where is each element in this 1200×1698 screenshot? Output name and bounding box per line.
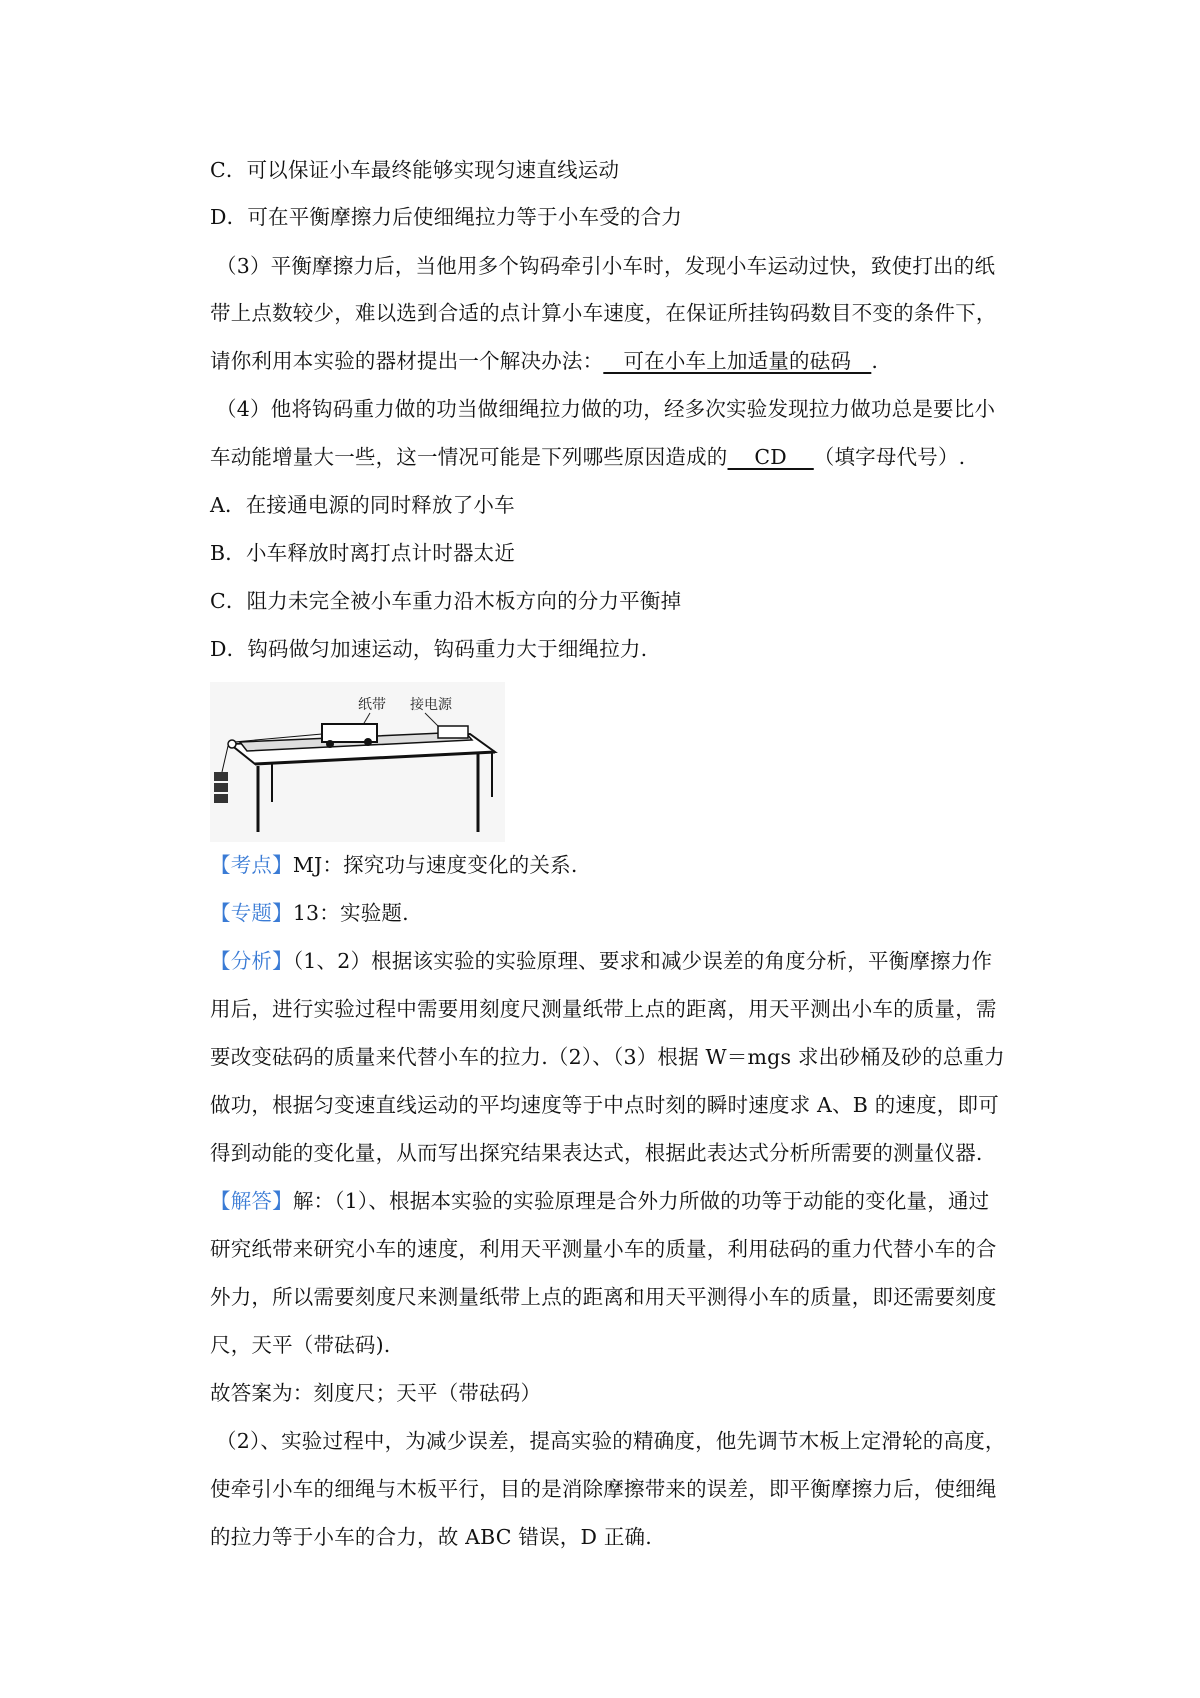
fenxi-line-5: 得到动能的变化量，从而写出探究结果表达式，根据此表达式分析所需要的测量仪器.	[210, 1141, 983, 1165]
q4-option-b: B．小车释放时离打点计时器太近	[210, 541, 516, 565]
apparatus-drawing	[210, 682, 505, 842]
question-3-line-1: （3）平衡摩擦力后，当他用多个钩码牵引小车时，发现小车运动过快，致使打出的纸	[216, 254, 996, 278]
apparatus-figure	[210, 682, 505, 842]
question-3-answer: 可在小车上加适量的砝码	[603, 349, 872, 373]
question-4-line-2	[210, 444, 965, 470]
answer-line: 故答案为：刻度尺；天平（带砝码）	[210, 1381, 542, 1405]
jieda-tag: 【解答】	[210, 1189, 293, 1213]
q4-option-a: A．在接通电源的同时释放了小车	[210, 493, 515, 517]
kaodian-tag: 【考点】	[210, 853, 293, 877]
fenxi-line-3: 要改变砝码的质量来代替小车的拉力.（2）、（3）根据 W＝mgs 求出砂桶及砂的总重力	[210, 1045, 1005, 1069]
question-3-line-2: 带上点数较少，难以选到合适的点计算小车速度，在保证所挂钩码数目不变的条件下，	[210, 301, 997, 325]
jieda-line-3: 外力，所以需要刻度尺来测量纸带上点的距离和用天平测得小车的质量，即还需要刻度	[210, 1285, 997, 1309]
question-4-suffix: （填字母代号）.	[813, 445, 966, 469]
q4-option-d: D．钩码做匀加速运动，钩码重力大于细绳拉力.	[210, 637, 648, 661]
jieda-text-1: 解：（1）、根据本实验的实验原理是合外力所做的功等于动能的变化量，通过	[292, 1189, 990, 1213]
question-3-period: .	[871, 349, 879, 373]
solution-2-line-1: （2）、实验过程中，为减少误差，提高实验的精确度，他先调节木板上定滑轮的高度，	[216, 1429, 1006, 1453]
jieda-line-2: 研究纸带来研究小车的速度，利用天平测量小车的质量，利用砝码的重力代替小车的合	[210, 1237, 997, 1261]
label-power: 接电源	[410, 697, 452, 713]
q4-option-c: C．阻力未完全被小车重力沿木板方向的分力平衡掉	[210, 589, 682, 613]
zhuanti-tag: 【专题】	[210, 901, 293, 925]
question-3-prompt: 请你利用本实验的器材提出一个解决办法：	[210, 349, 604, 373]
option-c: C．可以保证小车最终能够实现匀速直线运动	[210, 158, 620, 182]
fenxi-line-2: 用后，进行实验过程中需要用刻度尺测量纸带上点的距离，用天平测出小车的质量，需	[210, 997, 997, 1021]
zhuanti-line	[210, 900, 409, 926]
question-4-answer: CD	[727, 445, 814, 469]
kaodian-text: MJ：探究功与速度变化的关系.	[292, 853, 578, 877]
jieda-line-4: 尺，天平（带砝码).	[210, 1333, 391, 1357]
fenxi-tag: 【分析】	[210, 949, 293, 973]
fenxi-line-4: 做功，根据匀变速直线运动的平均速度等于中点时刻的瞬时速度求 A、B 的速度，即可	[210, 1093, 999, 1117]
question-4-prompt: 车动能增量大一些，这一情况可能是下列哪些原因造成的	[210, 445, 728, 469]
jieda-line-1	[210, 1188, 989, 1214]
option-d: D．可在平衡摩擦力后使细绳拉力等于小车受的合力	[210, 205, 683, 229]
solution-2-line-3: 的拉力等于小车的合力，故 ABC 错误，D 正确.	[210, 1525, 652, 1549]
question-3-line-3	[210, 348, 878, 374]
kaodian-line	[210, 852, 578, 878]
fenxi-text-1: （1、2）根据该实验的实验原理、要求和减少误差的角度分析，平衡摩擦力作	[292, 949, 993, 973]
question-4-line-1: （4）他将钩码重力做的功当做细绳拉力做的功，经多次实验发现拉力做功总是要比小	[216, 397, 996, 421]
fenxi-line-1	[210, 948, 992, 974]
zhuanti-text: 13：实验题.	[292, 901, 409, 925]
solution-2-line-2: 使牵引小车的细绳与木板平行，目的是消除摩擦带来的误差，即平衡摩擦力后，使细绳	[210, 1477, 997, 1501]
label-tape: 纸带	[358, 697, 386, 713]
